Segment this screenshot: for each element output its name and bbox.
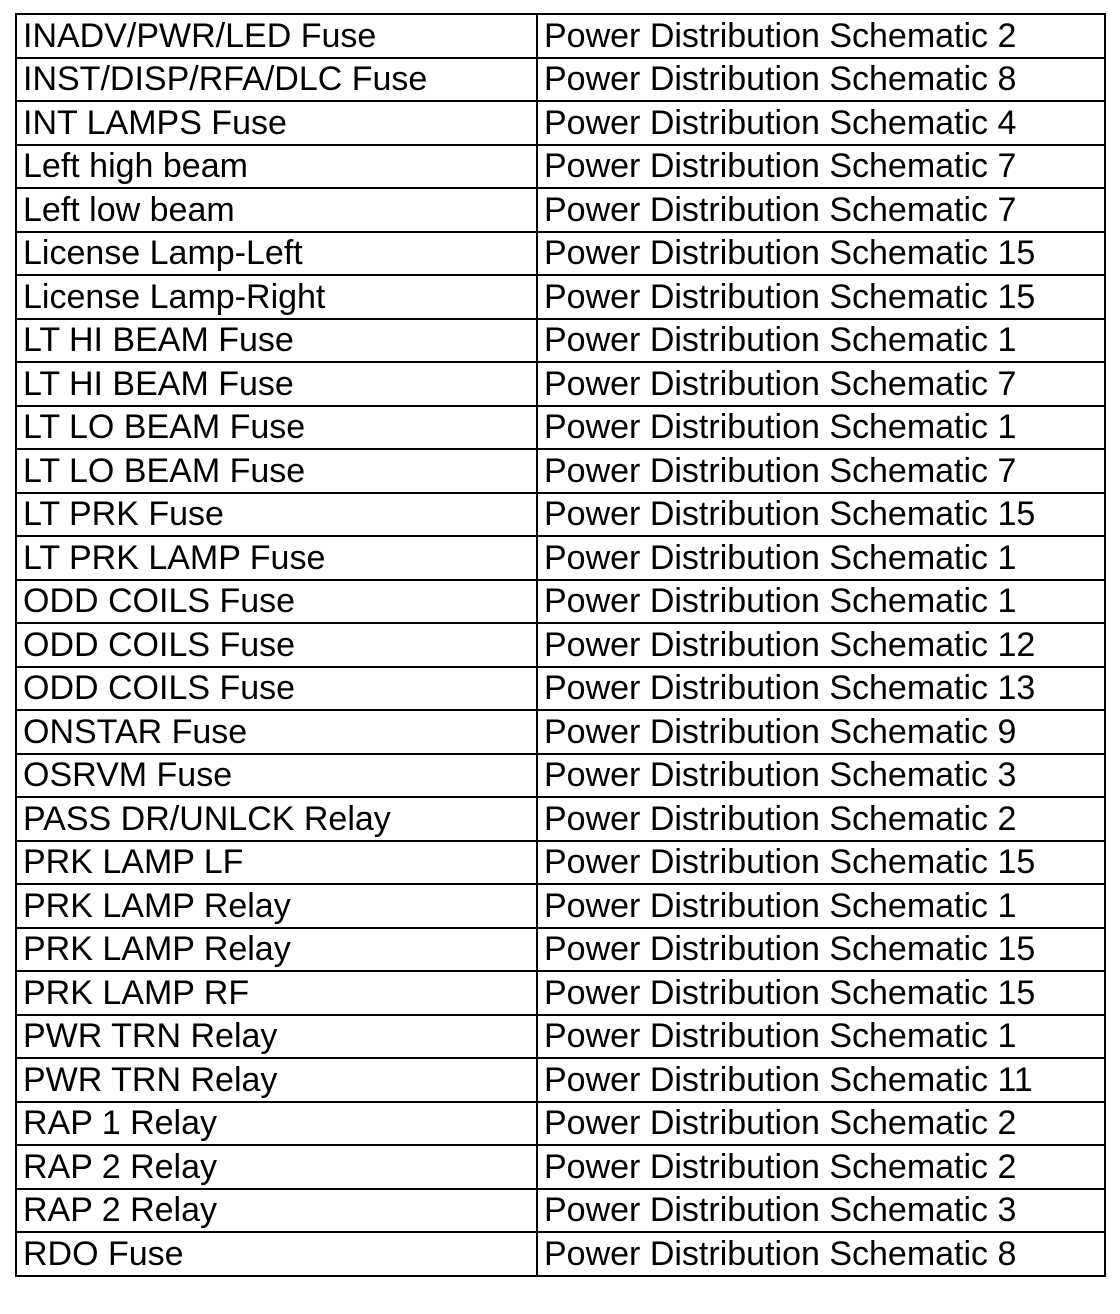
schematic-reference-cell: Power Distribution Schematic 8: [537, 1232, 1105, 1276]
table-row: [16, 58, 1105, 102]
schematic-reference-cell: Power Distribution Schematic 15: [537, 841, 1105, 885]
component-name-cell: PWR TRN Relay: [16, 1015, 537, 1059]
schematic-reference-cell: Power Distribution Schematic 7: [537, 449, 1105, 493]
schematic-reference-cell: Power Distribution Schematic 9: [537, 710, 1105, 754]
schematic-reference-cell: Power Distribution Schematic 7: [537, 188, 1105, 232]
table-row: [16, 754, 1105, 798]
component-name-cell: LT PRK LAMP Fuse: [16, 536, 537, 580]
component-name-cell: RAP 1 Relay: [16, 1102, 537, 1146]
component-name-cell: License Lamp-Right: [16, 275, 537, 319]
table-row: [16, 928, 1105, 972]
table-row: [16, 623, 1105, 667]
schematic-reference-cell: Power Distribution Schematic 3: [537, 1189, 1105, 1233]
component-name-cell: ONSTAR Fuse: [16, 710, 537, 754]
component-name-cell: LT LO BEAM Fuse: [16, 406, 537, 450]
table-row: [16, 362, 1105, 406]
table-row: [16, 797, 1105, 841]
component-name-cell: ODD COILS Fuse: [16, 580, 537, 624]
table-row: [16, 1232, 1105, 1276]
component-name-cell: PRK LAMP Relay: [16, 884, 537, 928]
schematic-reference-cell: Power Distribution Schematic 2: [537, 1145, 1105, 1189]
schematic-reference-cell: Power Distribution Schematic 4: [537, 101, 1105, 145]
schematic-reference-cell: Power Distribution Schematic 1: [537, 1015, 1105, 1059]
schematic-reference-cell: Power Distribution Schematic 1: [537, 536, 1105, 580]
table-row: [16, 188, 1105, 232]
schematic-reference-cell: Power Distribution Schematic 1: [537, 580, 1105, 624]
component-name-cell: ODD COILS Fuse: [16, 667, 537, 711]
schematic-reference-cell: Power Distribution Schematic 8: [537, 58, 1105, 102]
component-name-cell: Left low beam: [16, 188, 537, 232]
table-row: [16, 580, 1105, 624]
table-row: [16, 710, 1105, 754]
schematic-reference-cell: Power Distribution Schematic 7: [537, 145, 1105, 189]
component-name-cell: RAP 2 Relay: [16, 1145, 537, 1189]
schematic-reference-cell: Power Distribution Schematic 3: [537, 754, 1105, 798]
table-row: [16, 1015, 1105, 1059]
schematic-reference-cell: Power Distribution Schematic 15: [537, 275, 1105, 319]
schematic-reference-cell: Power Distribution Schematic 15: [537, 928, 1105, 972]
component-name-cell: INST/DISP/RFA/DLC Fuse: [16, 58, 537, 102]
component-name-cell: License Lamp-Left: [16, 232, 537, 276]
component-name-cell: RAP 2 Relay: [16, 1189, 537, 1233]
table-row: [16, 493, 1105, 537]
component-name-cell: LT HI BEAM Fuse: [16, 362, 537, 406]
schematic-reference-cell: Power Distribution Schematic 1: [537, 319, 1105, 363]
schematic-reference-cell: Power Distribution Schematic 2: [537, 14, 1105, 58]
component-name-cell: LT LO BEAM Fuse: [16, 449, 537, 493]
table-body: [16, 14, 1105, 1276]
table-row: [16, 275, 1105, 319]
schematic-reference-cell: Power Distribution Schematic 15: [537, 971, 1105, 1015]
component-index-table: [15, 13, 1106, 1277]
table-row: [16, 1102, 1105, 1146]
schematic-reference-cell: Power Distribution Schematic 11: [537, 1058, 1105, 1102]
table-row: [16, 841, 1105, 885]
schematic-reference-cell: Power Distribution Schematic 2: [537, 797, 1105, 841]
table-row: [16, 1058, 1105, 1102]
table-row: [16, 536, 1105, 580]
table-row: [16, 101, 1105, 145]
table-row: [16, 319, 1105, 363]
schematic-reference-cell: Power Distribution Schematic 15: [537, 493, 1105, 537]
component-index-table-container: [15, 13, 1104, 1277]
component-name-cell: PRK LAMP Relay: [16, 928, 537, 972]
table-row: [16, 232, 1105, 276]
component-name-cell: INADV/PWR/LED Fuse: [16, 14, 537, 58]
table-row: [16, 145, 1105, 189]
component-name-cell: Left high beam: [16, 145, 537, 189]
component-name-cell: LT HI BEAM Fuse: [16, 319, 537, 363]
component-name-cell: PRK LAMP LF: [16, 841, 537, 885]
component-name-cell: RDO Fuse: [16, 1232, 537, 1276]
component-name-cell: OSRVM Fuse: [16, 754, 537, 798]
schematic-reference-cell: Power Distribution Schematic 7: [537, 362, 1105, 406]
table-row: [16, 449, 1105, 493]
schematic-reference-cell: Power Distribution Schematic 2: [537, 1102, 1105, 1146]
schematic-reference-cell: Power Distribution Schematic 12: [537, 623, 1105, 667]
table-row: [16, 406, 1105, 450]
component-name-cell: PWR TRN Relay: [16, 1058, 537, 1102]
table-row: [16, 667, 1105, 711]
component-name-cell: LT PRK Fuse: [16, 493, 537, 537]
schematic-reference-cell: Power Distribution Schematic 1: [537, 406, 1105, 450]
schematic-reference-cell: Power Distribution Schematic 15: [537, 232, 1105, 276]
table-row: [16, 1189, 1105, 1233]
table-row: [16, 14, 1105, 58]
schematic-reference-cell: Power Distribution Schematic 1: [537, 884, 1105, 928]
table-row: [16, 971, 1105, 1015]
schematic-reference-cell: Power Distribution Schematic 13: [537, 667, 1105, 711]
component-name-cell: PRK LAMP RF: [16, 971, 537, 1015]
component-name-cell: PASS DR/UNLCK Relay: [16, 797, 537, 841]
table-row: [16, 1145, 1105, 1189]
component-name-cell: INT LAMPS Fuse: [16, 101, 537, 145]
table-row: [16, 884, 1105, 928]
component-name-cell: ODD COILS Fuse: [16, 623, 537, 667]
